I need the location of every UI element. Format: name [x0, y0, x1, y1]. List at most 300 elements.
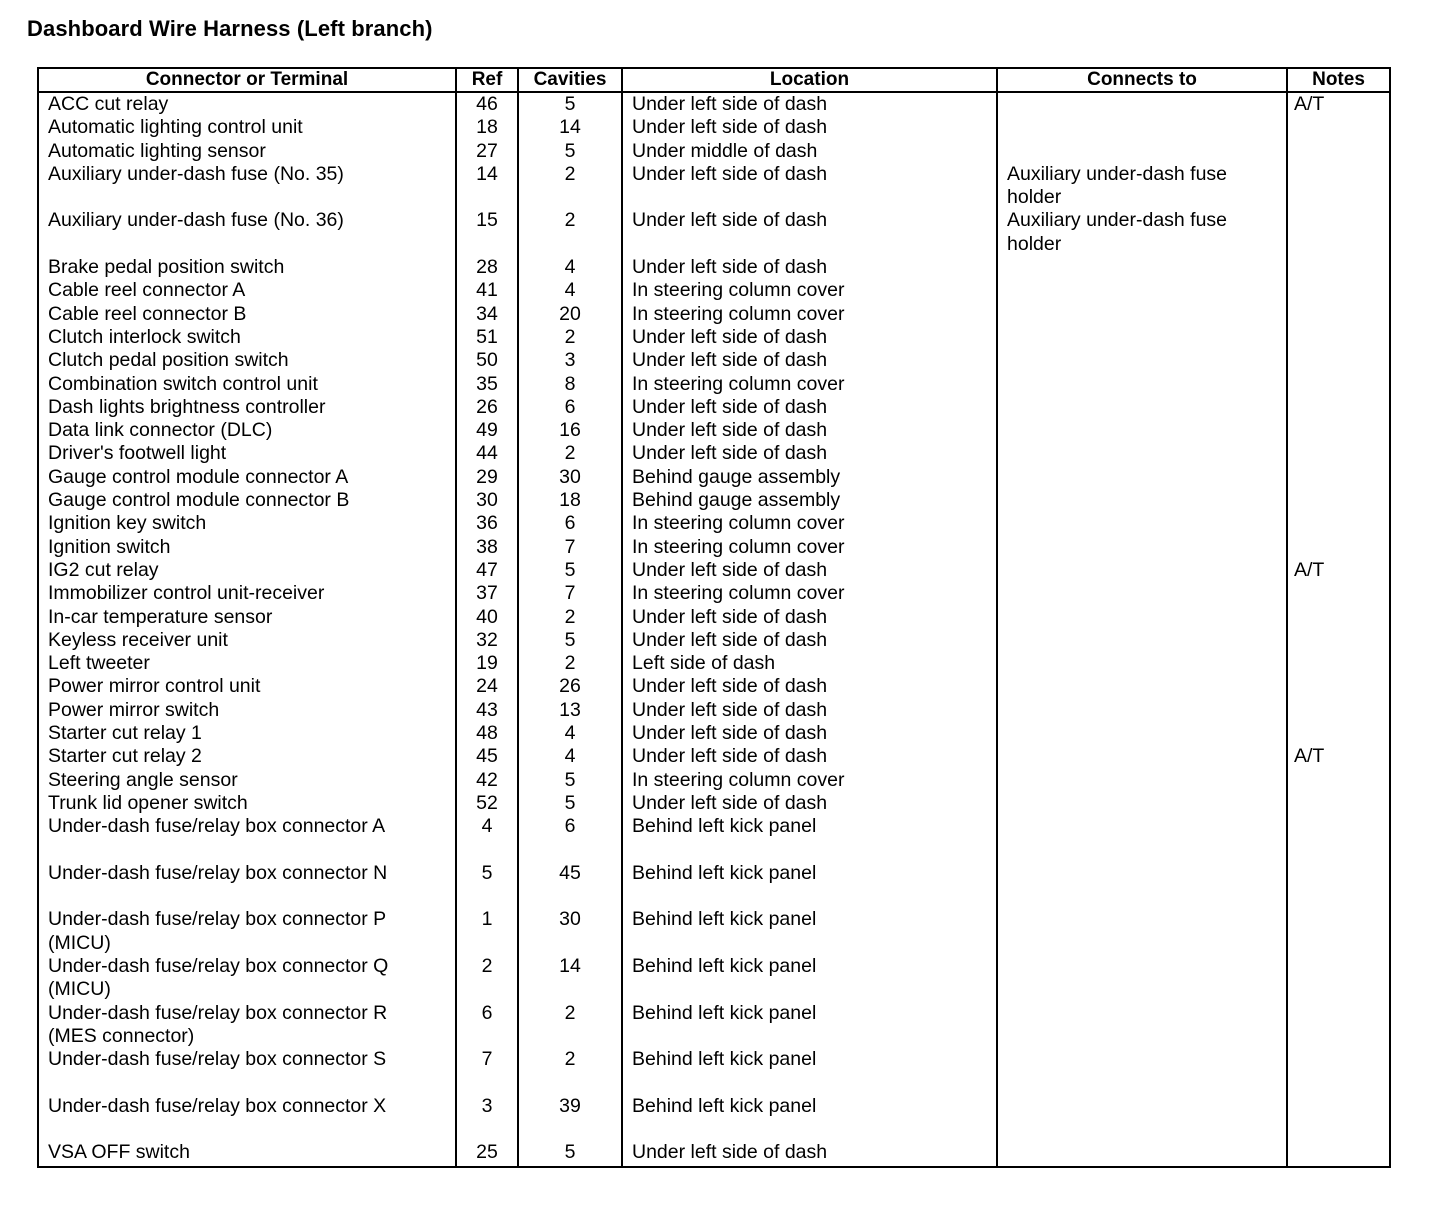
table-row — [38, 116, 1390, 139]
notes-cell — [1287, 629, 1390, 652]
table-header-row — [38, 68, 1390, 92]
cavities-cell: 4 — [518, 722, 622, 745]
cavities-cell: 14 — [518, 955, 622, 1002]
cavities-cell: 3 — [518, 349, 622, 372]
location-cell: Behind gauge assembly — [622, 489, 997, 512]
ref-cell: 52 — [456, 792, 518, 815]
cavities-cell: 2 — [518, 606, 622, 629]
notes-cell — [1287, 536, 1390, 559]
connector-name-cell-line: Left tweeter — [48, 652, 150, 675]
notes-cell: A/T — [1287, 745, 1390, 768]
connector-name-cell — [38, 279, 456, 302]
table-row — [38, 326, 1390, 349]
ref-cell: 5 — [456, 862, 518, 909]
cavities-cell: 20 — [518, 303, 622, 326]
connects-to-cell — [997, 769, 1287, 792]
connector-name-cell-line: Automatic lighting sensor — [48, 139, 266, 162]
connects-to-cell — [997, 629, 1287, 652]
cavities-cell: 30 — [518, 908, 622, 955]
table-row — [38, 815, 1390, 862]
connector-name-cell-line: Cable reel connector B — [48, 302, 247, 325]
cavities-cell: 16 — [518, 419, 622, 442]
table-row — [38, 209, 1390, 256]
notes-cell — [1287, 209, 1390, 256]
connector-name-cell — [38, 675, 456, 698]
table-row — [38, 419, 1390, 442]
ref-cell: 41 — [456, 279, 518, 302]
connector-name-cell — [38, 1095, 456, 1142]
ref-cell: 40 — [456, 606, 518, 629]
cavities-cell: 8 — [518, 373, 622, 396]
notes-cell — [1287, 419, 1390, 442]
table-row — [38, 396, 1390, 419]
connects-to-cell — [997, 303, 1287, 326]
notes-cell — [1287, 769, 1390, 792]
connector-name-cell — [38, 373, 456, 396]
connects-to-cell — [997, 116, 1287, 139]
notes-cell — [1287, 699, 1390, 722]
table-row — [38, 303, 1390, 326]
connector-name-cell-line: Starter cut relay 1 — [48, 722, 202, 745]
ref-cell: 48 — [456, 722, 518, 745]
connector-name-cell-line: Ignition switch — [48, 535, 171, 558]
connects-to-cell — [997, 908, 1287, 955]
connector-name-cell-line: Under-dash fuse/relay box connector S — [48, 1048, 387, 1071]
ref-cell: 32 — [456, 629, 518, 652]
table-row — [38, 163, 1390, 210]
connector-name-cell — [38, 1002, 456, 1049]
connector-name-cell-line: Dash lights brightness controller — [48, 395, 326, 418]
ref-cell: 2 — [456, 955, 518, 1002]
connects-to-cell — [997, 722, 1287, 745]
connects-to-cell — [997, 606, 1287, 629]
notes-cell — [1287, 326, 1390, 349]
connector-name-cell-line: (MES connector) — [48, 1024, 195, 1047]
notes-cell — [1287, 163, 1390, 210]
cavities-cell: 2 — [518, 209, 622, 256]
connector-name-cell-line: Automatic lighting control unit — [48, 116, 303, 139]
connector-name-cell — [38, 489, 456, 512]
table-row — [38, 582, 1390, 605]
cavities-cell: 5 — [518, 792, 622, 815]
connector-name-cell — [38, 349, 456, 372]
table-row — [38, 466, 1390, 489]
connects-to-cell-line: Auxiliary under-dash fuse — [1007, 162, 1228, 185]
ref-cell: 27 — [456, 140, 518, 163]
connector-name-cell-line: Data link connector (DLC) — [48, 419, 273, 442]
table-row — [38, 745, 1390, 768]
page-title: Dashboard Wire Harness (Left branch) — [27, 16, 433, 41]
ref-cell: 46 — [456, 92, 518, 116]
ref-cell: 42 — [456, 769, 518, 792]
table-row — [38, 908, 1390, 955]
ref-cell: 51 — [456, 326, 518, 349]
ref-cell: 1 — [456, 908, 518, 955]
connector-name-cell — [38, 396, 456, 419]
notes-cell — [1287, 606, 1390, 629]
cavities-cell: 2 — [518, 163, 622, 210]
connects-to-cell — [997, 373, 1287, 396]
ref-cell: 44 — [456, 442, 518, 465]
cavities-cell: 39 — [518, 1095, 622, 1142]
cavities-cell: 2 — [518, 652, 622, 675]
location-cell: Behind left kick panel — [622, 1002, 997, 1049]
column-header-connector: Connector or Terminal — [38, 68, 456, 92]
notes-cell — [1287, 116, 1390, 139]
connector-name-cell — [38, 442, 456, 465]
notes-cell: A/T — [1287, 559, 1390, 582]
table-row — [38, 606, 1390, 629]
ref-cell: 3 — [456, 1095, 518, 1142]
connects-to-cell — [997, 279, 1287, 302]
connector-name-cell — [38, 629, 456, 652]
location-cell: Behind left kick panel — [622, 1095, 997, 1142]
location-cell: Under left side of dash — [622, 675, 997, 698]
location-cell: Under left side of dash — [622, 163, 997, 210]
column-header-notes: Notes — [1287, 68, 1390, 92]
connector-name-cell-line: (MICU) — [48, 978, 111, 1001]
connector-name-cell-line: IG2 cut relay — [48, 558, 159, 581]
connector-name-cell-line: Cable reel connector A — [48, 279, 246, 302]
notes-cell — [1287, 582, 1390, 605]
location-cell: Under left side of dash — [622, 209, 997, 256]
connector-name-cell-line: Gauge control module connector B — [48, 489, 350, 512]
connects-to-cell — [997, 862, 1287, 909]
table-row — [38, 699, 1390, 722]
connector-name-cell — [38, 326, 456, 349]
ref-cell: 29 — [456, 466, 518, 489]
connector-name-cell-line: Power mirror control unit — [48, 675, 261, 698]
table-row — [38, 652, 1390, 675]
ref-cell: 36 — [456, 512, 518, 535]
connects-to-cell — [997, 582, 1287, 605]
connects-to-cell — [997, 396, 1287, 419]
ref-cell: 14 — [456, 163, 518, 210]
location-cell: Under left side of dash — [622, 792, 997, 815]
cavities-cell: 18 — [518, 489, 622, 512]
connector-name-cell-line: Power mirror switch — [48, 698, 220, 721]
connects-to-cell-line: holder — [1007, 232, 1062, 255]
connector-name-cell-line: Combination switch control unit — [48, 372, 318, 395]
table-row — [38, 349, 1390, 372]
connects-to-cell — [997, 1002, 1287, 1049]
table-row — [38, 92, 1390, 116]
location-cell: In steering column cover — [622, 303, 997, 326]
notes-cell — [1287, 512, 1390, 535]
table-row — [38, 675, 1390, 698]
connector-name-cell — [38, 116, 456, 139]
cavities-cell: 45 — [518, 862, 622, 909]
connector-name-cell-line: Starter cut relay 2 — [48, 745, 202, 768]
location-cell: Behind left kick panel — [622, 1048, 997, 1095]
connects-to-cell-line: holder — [1007, 186, 1062, 209]
connector-name-cell — [38, 512, 456, 535]
connector-name-cell — [38, 582, 456, 605]
location-cell: Behind left kick panel — [622, 815, 997, 862]
table-row — [38, 489, 1390, 512]
connector-name-cell-line: Driver's footwell light — [48, 442, 227, 465]
ref-cell: 18 — [456, 116, 518, 139]
ref-cell: 43 — [456, 699, 518, 722]
connects-to-cell — [997, 955, 1287, 1002]
connects-to-cell — [997, 536, 1287, 559]
cavities-cell: 4 — [518, 256, 622, 279]
ref-cell: 24 — [456, 675, 518, 698]
location-cell: Under left side of dash — [622, 559, 997, 582]
location-cell: Under left side of dash — [622, 745, 997, 768]
cavities-cell: 5 — [518, 140, 622, 163]
connector-name-cell — [38, 792, 456, 815]
cavities-cell: 2 — [518, 326, 622, 349]
notes-cell — [1287, 1141, 1390, 1166]
connects-to-cell — [997, 512, 1287, 535]
table-row — [38, 629, 1390, 652]
connects-to-cell — [997, 140, 1287, 163]
connects-to-cell — [997, 466, 1287, 489]
cavities-cell: 30 — [518, 466, 622, 489]
ref-cell: 47 — [456, 559, 518, 582]
connector-name-cell — [38, 862, 456, 909]
connector-name-cell — [38, 908, 456, 955]
connector-name-cell — [38, 699, 456, 722]
notes-cell — [1287, 303, 1390, 326]
connector-name-cell-line: Under-dash fuse/relay box connector R — [48, 1001, 388, 1024]
connector-name-cell-line: Trunk lid opener switch — [48, 791, 248, 814]
table-row — [38, 955, 1390, 1002]
table-row — [38, 792, 1390, 815]
ref-cell: 25 — [456, 1141, 518, 1166]
cavities-cell: 5 — [518, 769, 622, 792]
cavities-cell: 2 — [518, 1048, 622, 1095]
connector-name-cell-line: Steering angle sensor — [48, 768, 238, 791]
connector-name-cell-line: Keyless receiver unit — [48, 628, 228, 651]
notes-cell — [1287, 256, 1390, 279]
notes-cell — [1287, 140, 1390, 163]
connects-to-cell — [997, 652, 1287, 675]
table-row — [38, 279, 1390, 302]
ref-cell: 45 — [456, 745, 518, 768]
table-row — [38, 373, 1390, 396]
connector-name-cell — [38, 419, 456, 442]
connector-name-cell — [38, 606, 456, 629]
location-cell: Under left side of dash — [622, 419, 997, 442]
location-cell: In steering column cover — [622, 536, 997, 559]
connector-name-cell — [38, 769, 456, 792]
connector-name-cell-line: ACC cut relay — [48, 93, 169, 115]
location-cell: Behind left kick panel — [622, 908, 997, 955]
connector-name-cell — [38, 955, 456, 1002]
cavities-cell: 4 — [518, 279, 622, 302]
connector-name-cell-line: Immobilizer control unit-receiver — [48, 582, 325, 605]
connector-name-cell — [38, 722, 456, 745]
connects-to-cell — [997, 1141, 1287, 1166]
location-cell: Behind left kick panel — [622, 862, 997, 909]
cavities-cell: 5 — [518, 559, 622, 582]
connector-name-cell-line: VSA OFF switch — [48, 1141, 190, 1164]
location-cell: Under left side of dash — [622, 722, 997, 745]
location-cell: Under left side of dash — [622, 442, 997, 465]
connector-name-cell-line: Brake pedal position switch — [48, 256, 285, 279]
table-row — [38, 442, 1390, 465]
table-row — [38, 536, 1390, 559]
connects-to-cell-line: Auxiliary under-dash fuse — [1007, 209, 1228, 232]
ref-cell: 28 — [456, 256, 518, 279]
connects-to-cell — [997, 745, 1287, 768]
table-body — [38, 92, 1390, 1167]
connector-name-cell — [38, 209, 456, 256]
ref-cell: 7 — [456, 1048, 518, 1095]
notes-cell — [1287, 349, 1390, 372]
connector-name-cell-line: Clutch interlock switch — [48, 325, 241, 348]
connector-name-cell — [38, 256, 456, 279]
notes-cell — [1287, 955, 1390, 1002]
notes-cell — [1287, 815, 1390, 862]
table-row — [38, 1048, 1390, 1095]
cavities-cell: 4 — [518, 745, 622, 768]
connects-to-cell — [997, 1048, 1287, 1095]
connector-name-cell-line: Under-dash fuse/relay box connector Q — [48, 954, 389, 977]
ref-cell: 4 — [456, 815, 518, 862]
location-cell: In steering column cover — [622, 373, 997, 396]
connects-to-cell — [997, 815, 1287, 862]
location-cell: Under left side of dash — [622, 1141, 997, 1166]
notes-cell — [1287, 489, 1390, 512]
connector-name-cell — [38, 652, 456, 675]
connector-name-cell-line: (MICU) — [48, 931, 111, 954]
location-cell: In steering column cover — [622, 582, 997, 605]
location-cell: Under left side of dash — [622, 116, 997, 139]
wire-harness-table — [37, 67, 1391, 1168]
cavities-cell: 5 — [518, 629, 622, 652]
notes-cell — [1287, 466, 1390, 489]
connects-to-cell — [997, 675, 1287, 698]
location-cell: Under middle of dash — [622, 140, 997, 163]
location-cell: In steering column cover — [622, 512, 997, 535]
location-cell: Behind left kick panel — [622, 955, 997, 1002]
location-cell: In steering column cover — [622, 279, 997, 302]
ref-cell: 6 — [456, 1002, 518, 1049]
connector-name-cell-line: Gauge control module connector A — [48, 465, 349, 488]
location-cell: Under left side of dash — [622, 606, 997, 629]
connects-to-cell — [997, 1095, 1287, 1142]
connector-name-cell — [38, 1141, 456, 1166]
cavities-cell: 26 — [518, 675, 622, 698]
notes-cell — [1287, 442, 1390, 465]
cavities-cell: 6 — [518, 396, 622, 419]
connector-name-cell-line: Under-dash fuse/relay box connector P — [48, 908, 387, 931]
table-row — [38, 1002, 1390, 1049]
ref-cell: 37 — [456, 582, 518, 605]
cavities-cell: 7 — [518, 536, 622, 559]
connects-to-cell — [997, 209, 1287, 256]
connector-name-cell — [38, 1048, 456, 1095]
notes-cell — [1287, 652, 1390, 675]
notes-cell — [1287, 373, 1390, 396]
location-cell: Under left side of dash — [622, 256, 997, 279]
connector-name-cell-line: Auxiliary under-dash fuse (No. 35) — [48, 162, 344, 185]
connector-name-cell — [38, 745, 456, 768]
column-header-cavities: Cavities — [518, 68, 622, 92]
ref-cell: 50 — [456, 349, 518, 372]
notes-cell — [1287, 722, 1390, 745]
table-row — [38, 140, 1390, 163]
location-cell: Under left side of dash — [622, 326, 997, 349]
notes-cell — [1287, 792, 1390, 815]
connector-name-cell — [38, 536, 456, 559]
table-row — [38, 512, 1390, 535]
connector-name-cell-line: Under-dash fuse/relay box connector N — [48, 861, 388, 884]
notes-cell — [1287, 675, 1390, 698]
table-row — [38, 722, 1390, 745]
table-row — [38, 862, 1390, 909]
location-cell: Left side of dash — [622, 652, 997, 675]
connects-to-cell — [997, 349, 1287, 372]
connects-to-cell — [997, 92, 1287, 116]
notes-cell — [1287, 908, 1390, 955]
connects-to-cell — [997, 326, 1287, 349]
ref-cell: 26 — [456, 396, 518, 419]
ref-cell: 35 — [456, 373, 518, 396]
ref-cell: 49 — [456, 419, 518, 442]
ref-cell: 19 — [456, 652, 518, 675]
location-cell: Behind gauge assembly — [622, 466, 997, 489]
cavities-cell: 2 — [518, 442, 622, 465]
notes-cell: A/T — [1287, 92, 1390, 116]
notes-cell — [1287, 862, 1390, 909]
connects-to-cell — [997, 163, 1287, 210]
connector-name-cell — [38, 303, 456, 326]
notes-cell — [1287, 279, 1390, 302]
column-header-location: Location — [622, 68, 997, 92]
ref-cell: 30 — [456, 489, 518, 512]
cavities-cell: 5 — [518, 1141, 622, 1166]
location-cell: Under left side of dash — [622, 629, 997, 652]
connector-name-cell-line: In-car temperature sensor — [48, 605, 273, 628]
notes-cell — [1287, 1002, 1390, 1049]
connector-name-cell — [38, 140, 456, 163]
cavities-cell: 7 — [518, 582, 622, 605]
connects-to-cell — [997, 442, 1287, 465]
column-header-connects-to: Connects to — [997, 68, 1287, 92]
connector-name-cell-line: Under-dash fuse/relay box connector X — [48, 1094, 387, 1117]
connects-to-cell — [997, 489, 1287, 512]
cavities-cell: 14 — [518, 116, 622, 139]
column-header-ref: Ref — [456, 68, 518, 92]
table-row — [38, 256, 1390, 279]
connects-to-cell — [997, 419, 1287, 442]
connector-name-cell — [38, 163, 456, 210]
table-row — [38, 769, 1390, 792]
cavities-cell: 6 — [518, 512, 622, 535]
connector-name-cell-line: Auxiliary under-dash fuse (No. 36) — [48, 209, 344, 232]
connector-name-cell — [38, 559, 456, 582]
connector-name-cell-line: Under-dash fuse/relay box connector A — [48, 815, 386, 838]
cavities-cell: 2 — [518, 1002, 622, 1049]
connector-name-cell-line: Clutch pedal position switch — [48, 349, 289, 372]
table-row — [38, 1095, 1390, 1142]
cavities-cell: 5 — [518, 92, 622, 116]
location-cell: Under left side of dash — [622, 699, 997, 722]
connects-to-cell — [997, 699, 1287, 722]
cavities-cell: 6 — [518, 815, 622, 862]
location-cell: Under left side of dash — [622, 92, 997, 116]
table-row — [38, 559, 1390, 582]
table-row — [38, 1141, 1390, 1166]
connector-name-cell — [38, 466, 456, 489]
connects-to-cell — [997, 792, 1287, 815]
connector-name-cell — [38, 815, 456, 862]
location-cell: Under left side of dash — [622, 349, 997, 372]
